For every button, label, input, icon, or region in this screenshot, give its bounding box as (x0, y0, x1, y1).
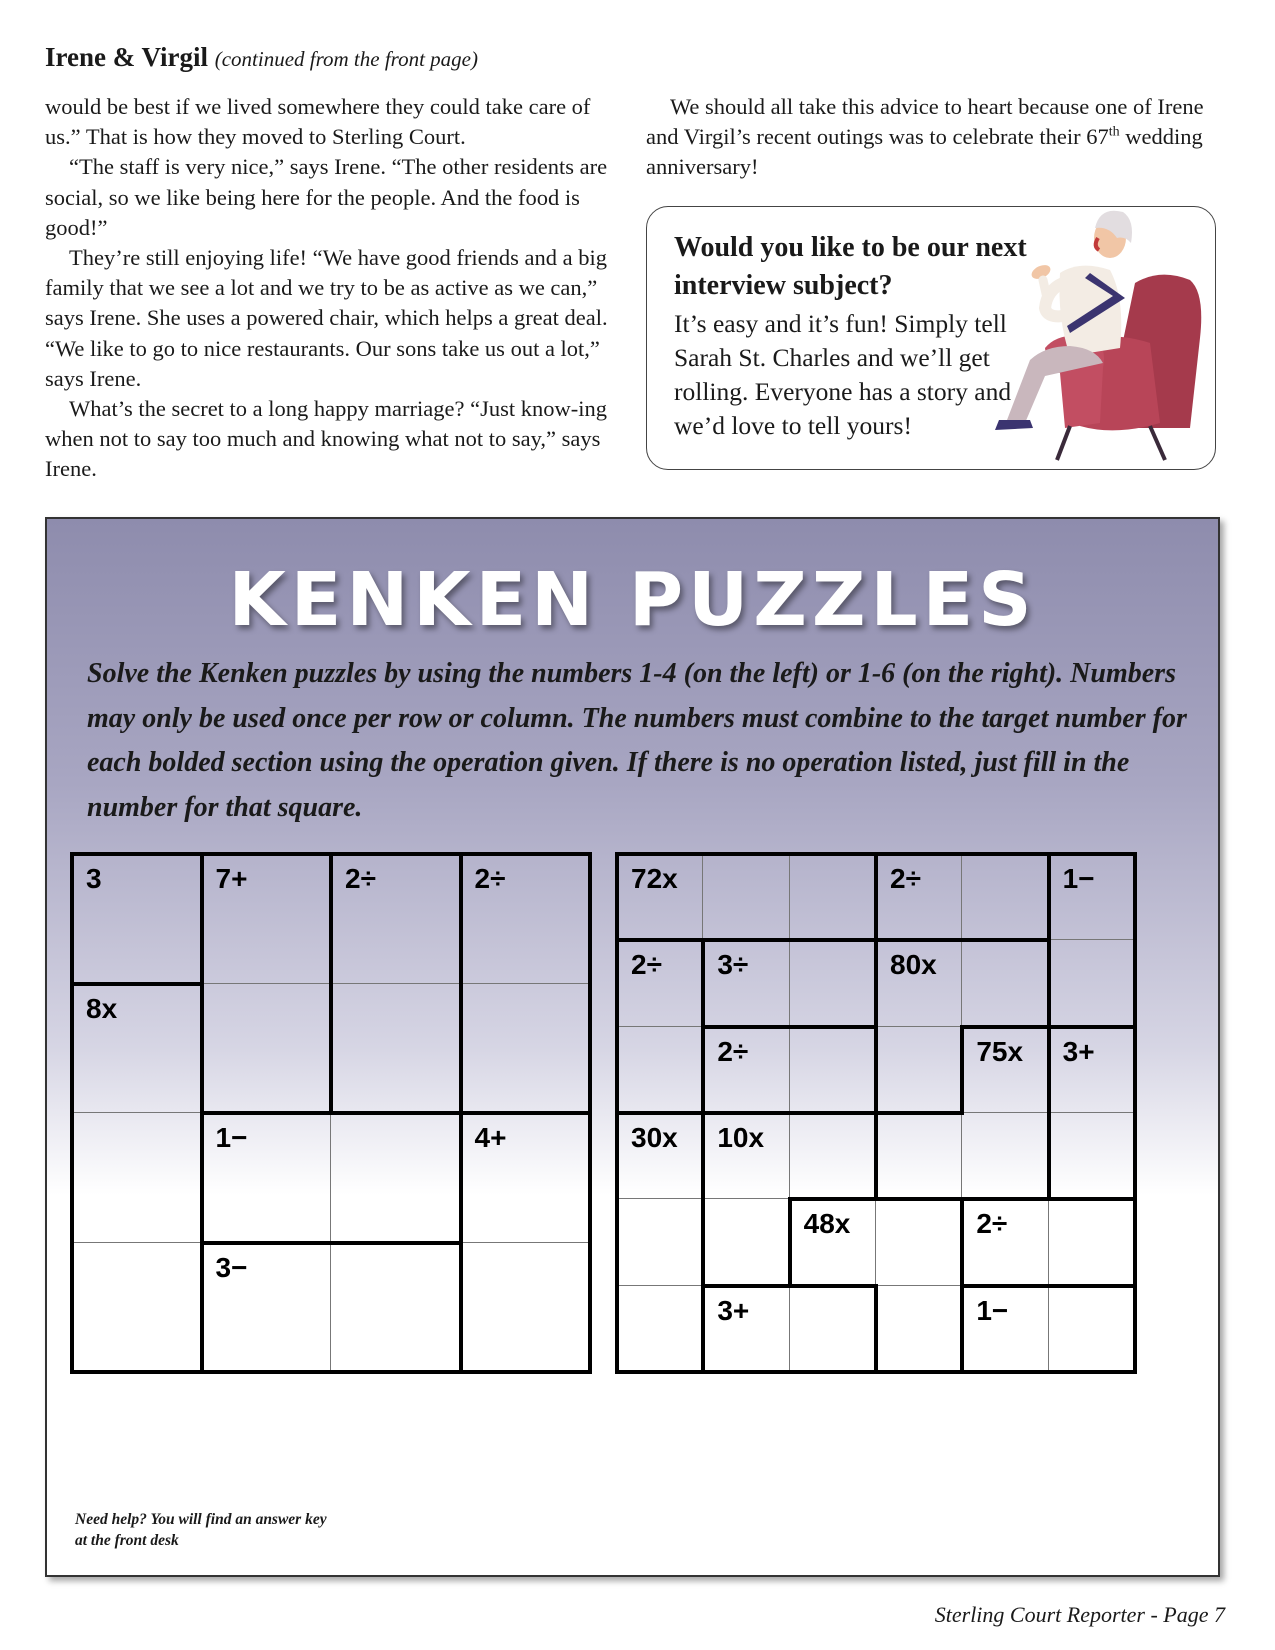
grid-cell[interactable] (1049, 1199, 1135, 1285)
kenken-title: KENKEN PUZZLES (228, 557, 1037, 643)
cage-border (1047, 852, 1051, 942)
article-paragraph: What’s the secret to a long happy marriage? “Just know-ing when not to say too much and knowing what not to say,” says Irene. (45, 396, 607, 482)
grid-cell[interactable] (617, 1027, 703, 1113)
cage-border (874, 1111, 878, 1201)
cage-border (701, 1111, 791, 1115)
cage-clue: 2÷ (717, 1035, 749, 1067)
grid-cell[interactable] (617, 1286, 703, 1372)
cage-border (701, 1025, 791, 1029)
cage-clue: 3+ (1062, 1035, 1095, 1067)
cage-clue: 10x (717, 1122, 765, 1153)
cage-clue: 1− (976, 1294, 1009, 1326)
grid-cell[interactable] (1049, 1286, 1135, 1372)
cage-border (960, 1197, 964, 1287)
grid-cell[interactable] (703, 1199, 789, 1285)
cage-border (874, 1025, 878, 1115)
ordinal-suffix: th (1108, 124, 1120, 140)
article-paragraph (646, 92, 1206, 183)
article-text: We should all take this advice to heart because one of Irene and Virgil’s recent outings was to celebrate their 67 (646, 94, 1204, 150)
grid-cell[interactable] (962, 1113, 1048, 1199)
cage-border (874, 1111, 964, 1115)
cage-border (701, 938, 791, 942)
cage-border (874, 938, 878, 1028)
grid-cell[interactable] (331, 984, 461, 1114)
article-continued-note: (continued from the front page) (214, 47, 478, 71)
cage-border (701, 1025, 705, 1115)
cage-border (874, 1284, 878, 1374)
callout-body: It’s easy and it’s fun! Simply tell Sarah St. Charles and we’ll get rolling. Everyone has a story and we’d love to tell yours! (674, 309, 1012, 440)
article-paragraph: “The staff is very nice,” says Irene. “The other residents are social, so we like being here for the people. And the food is good!” (45, 154, 608, 240)
grid-cell[interactable] (962, 940, 1048, 1026)
seated-man-in-armchair-icon (985, 198, 1225, 468)
cage-border (200, 1111, 334, 1115)
cage-border (788, 938, 878, 942)
page-footer: Sterling Court Reporter - Page 7 (934, 1602, 1225, 1627)
cage-clue: 2÷ (631, 949, 662, 981)
cage-border (874, 852, 878, 942)
cage-clue: 75x (976, 1035, 1024, 1067)
cage-border (788, 1197, 878, 1201)
cage-border (874, 938, 964, 942)
cage-clue: 3− (215, 1251, 248, 1283)
cage-clue: 2÷ (976, 1208, 1008, 1240)
cage-border (200, 1241, 204, 1375)
kenken-panel (45, 517, 1220, 1577)
cage-border (459, 982, 463, 1116)
grid-cell[interactable] (617, 1199, 703, 1285)
cage-clue: 3÷ (717, 949, 749, 981)
cage-border (329, 1241, 463, 1245)
help-note: Need help? You will find an answer key at the front desk (75, 1511, 327, 1549)
cage-border (459, 1111, 463, 1245)
article-paragraph: They’re still enjoying life! “We have good friends and a big family that we see a lot and we try to be as active as we can,” says Irene. She uses a powered chair, which helps a great deal. “We like to go to nice restaurants. Our sons take us out a lot,” says Irene. (45, 245, 608, 391)
cage-border (459, 852, 463, 986)
article-paragraph: would be best if we lived somewhere they could take care of us.” That is how they moved to Sterling Court. (45, 94, 591, 150)
cage-border (701, 1284, 705, 1374)
cage-border (960, 1025, 1050, 1029)
grid-cell[interactable] (461, 984, 591, 1114)
article-title: Irene & Virgil (45, 42, 208, 72)
cage-border (960, 1197, 1050, 1201)
cage-clue: 1− (1062, 863, 1095, 894)
cage-border (615, 1111, 705, 1115)
cage-clue: 30x (631, 1122, 678, 1153)
kenken-instructions: Solve the Kenken puzzles by using the numbers 1-4 (on the left) or 1-6 (on the right). Numbers may only be used once per row or column. The numbers must combine to the target number for each bolded section using the operation given. If there is no operation listed, just fill in the number for that square. (87, 658, 1187, 823)
kenken-grid-4x4 (72, 854, 590, 1372)
grid-cell[interactable] (790, 1113, 876, 1199)
article-text: wedding anniversary! (646, 124, 1203, 180)
grid-cell[interactable] (790, 1286, 876, 1372)
cage-border (1047, 1284, 1137, 1288)
grid-cell[interactable] (1049, 1113, 1135, 1199)
cage-clue: 2÷ (890, 863, 921, 894)
cage-border (70, 982, 204, 986)
cage-clue: 80x (890, 949, 937, 981)
cage-border (874, 1197, 964, 1201)
grid-cell[interactable] (876, 1286, 962, 1372)
cage-clue: 2÷ (345, 863, 376, 894)
callout-title: Would you like to be our next interview subject? (674, 232, 1027, 301)
cage-border (615, 938, 705, 942)
cage-clue: 7+ (215, 863, 248, 894)
cage-border (701, 938, 705, 1028)
cage-border (788, 1197, 792, 1287)
cage-clue: 1− (215, 1122, 248, 1153)
cage-border (788, 1111, 878, 1115)
grid-cell[interactable] (202, 984, 332, 1114)
grid-cell[interactable] (703, 854, 789, 940)
grid-cell[interactable] (461, 1243, 591, 1373)
cage-border (1047, 1025, 1051, 1115)
cage-clue: 2÷ (474, 863, 506, 894)
cage-border (788, 1284, 878, 1288)
grid-cell[interactable] (72, 1243, 202, 1373)
grid-cell[interactable] (962, 854, 1048, 940)
cage-border (459, 1241, 463, 1375)
cage-border (329, 1111, 463, 1115)
cage-clue: 72x (631, 863, 678, 894)
cage-border (200, 1111, 204, 1245)
article-left-column (45, 92, 625, 485)
cage-border (200, 982, 204, 1116)
kenken-grid-6x6 (617, 854, 1135, 1372)
grid-cell[interactable] (876, 1027, 962, 1113)
cage-border (701, 1284, 791, 1288)
cage-border (788, 1025, 878, 1029)
grid-cell[interactable] (331, 1243, 461, 1373)
cage-border (329, 982, 333, 1116)
cage-border (960, 1284, 1050, 1288)
cage-border (1133, 852, 1137, 1374)
grid-cell[interactable] (876, 1113, 962, 1199)
cage-clue: 8x (86, 992, 118, 1024)
cage-border (701, 1111, 705, 1201)
grid-cell[interactable] (790, 854, 876, 940)
cage-border (960, 1284, 964, 1374)
cage-border (329, 852, 333, 986)
cage-border (70, 1370, 592, 1374)
cage-border (1047, 938, 1051, 1028)
cage-clue: 48x (803, 1208, 851, 1240)
article-right-column (646, 92, 1206, 183)
cage-clue: 3+ (717, 1294, 750, 1326)
cage-clue: 4+ (474, 1122, 507, 1153)
grid-cell[interactable] (331, 1113, 461, 1243)
cage-border (200, 852, 204, 986)
cage-border (960, 1025, 964, 1115)
cage-border (70, 852, 74, 1374)
cage-border (459, 1111, 593, 1115)
cage-border (701, 1197, 705, 1287)
cage-border (1047, 1111, 1051, 1201)
cage-border (1047, 1197, 1137, 1201)
grid-cell[interactable] (790, 1027, 876, 1113)
cage-clue: 3 (86, 863, 102, 894)
grid-cell[interactable] (876, 1199, 962, 1285)
cage-border (960, 938, 1050, 942)
article-heading (45, 40, 478, 76)
cage-border (1047, 1025, 1137, 1029)
cage-border (200, 1241, 334, 1245)
grid-cell[interactable] (790, 940, 876, 1026)
grid-cell[interactable] (1049, 940, 1135, 1026)
grid-cell[interactable] (72, 1113, 202, 1243)
